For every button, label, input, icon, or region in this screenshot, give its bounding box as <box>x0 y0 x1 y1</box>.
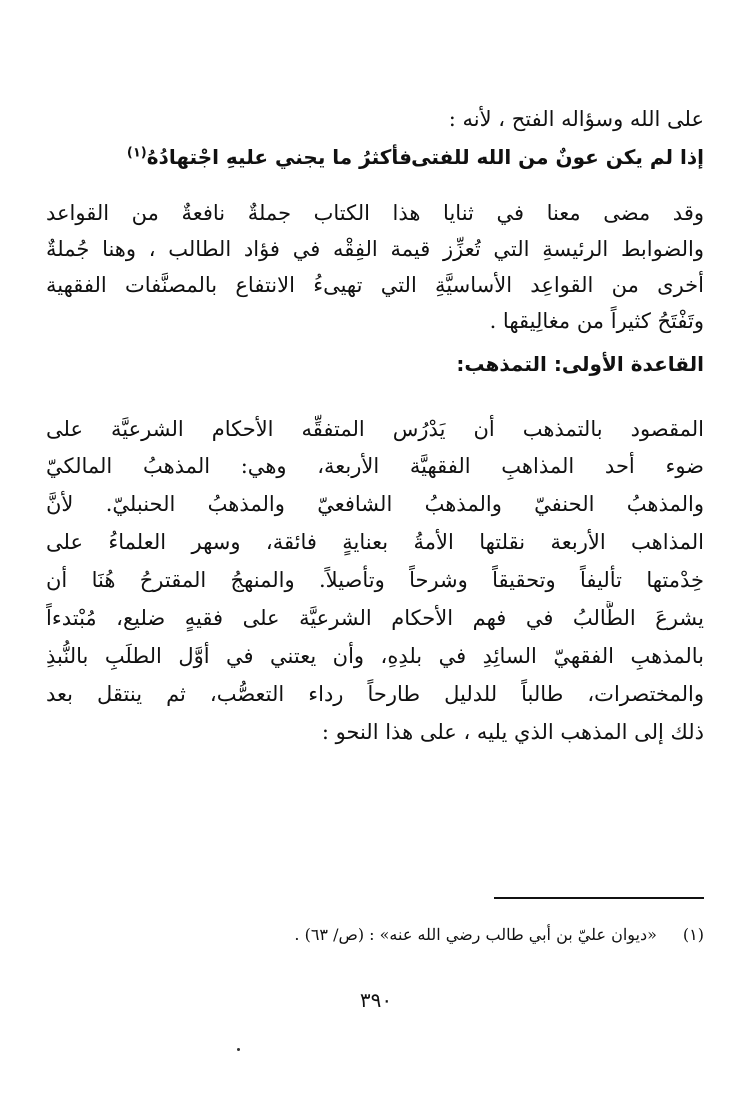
footnote-number: (١) <box>682 925 704 944</box>
paragraph-2-line: ذلك إلى المذهب الذي يليه ، على هذا النحو : <box>321 720 704 744</box>
section-heading: القاعدة الأولى: التمذهب: <box>456 352 704 376</box>
intro-line <box>46 102 704 136</box>
footnote <box>46 922 704 948</box>
paragraph-1-line: وتَفْتَحُ كثيراً من مغالِيقها . <box>489 309 704 333</box>
paragraph-2-line: ضوء أحد المذاهبِ الفقهيَّة الأربعة، وهي: المذهبُ المالكيّ <box>46 454 704 478</box>
paragraph-2-line: والمذهبُ الحنفيّ والمذهبُ الشافعيّ والمذهبُ الحنبليّ. لأنَّ <box>46 492 704 516</box>
paragraph-2-line: يشرعَ الطَّالبُ في فهم الأحكام الشرعيَّة على فقيهٍ ضليع، مُبْتدءاً <box>46 606 704 630</box>
verse-second-hemistich-text: فأكثرُ ما يجني عليهِ اجْتهادُهُ <box>146 145 412 169</box>
footnote-text: «ديوان عليّ بن أبي طالب رضي الله عنه» : (ص/ ٦٣) . <box>294 925 657 944</box>
paragraph-2-line: المقصود بالتمذهب أن يَدْرُس المتفقِّه الأحكام الشرعيَّة على <box>46 417 704 441</box>
paragraph-2-line: بالمذهبِ الفقهيّ السائِدِ في بلدِهِ، وأن يعتني في أوَّل الطلَبِ بالنُّبذِ <box>46 644 704 668</box>
poetry-verse <box>46 140 704 176</box>
paragraph-2-line: والمختصرات، طالباً للدليل طارحاً رداء التعصُّب، ثم ينتقل بعد <box>46 682 704 706</box>
verse-first-hemistich: إذا لم يكن عونٌ من الله للفتى <box>411 145 704 169</box>
page-number: ٣٩٠ <box>359 988 393 1012</box>
footnote-reference: (١) <box>126 145 147 161</box>
paragraph-1-line: أخرى من القواعِد الأساسيَّةِ التي تهيىءُ الانتفاع بالمصنَّفات الفقهية <box>46 273 704 297</box>
paragraph-1-line: وقد مضى معنا في ثنايا هذا الكتاب جملةٌ نافعةٌ من القواعد <box>46 201 704 225</box>
intro-text: على الله وسؤاله الفتح ، لأنه : <box>448 107 704 131</box>
footnote-separator <box>494 897 704 899</box>
paragraph-2-line: خِدْمتها تأليفاً وتحقيقاً وشرحاً وتأصيلاً. والمنهجُ المقترحُ هُنَا أن <box>46 568 704 592</box>
scan-speck <box>237 1048 240 1051</box>
paragraph-2-line: المذاهب الأربعة نقلتها الأمةُ بعنايةٍ فائقة، وسهر العلماءُ على <box>46 530 704 554</box>
paragraph-1-line: والضوابط الرئيسةِ التي تُعزِّز قيمة الفِقْه في فؤاد الطالب ، وهنا جُملةٌ <box>46 237 704 261</box>
verse-second-hemistich <box>127 140 412 174</box>
